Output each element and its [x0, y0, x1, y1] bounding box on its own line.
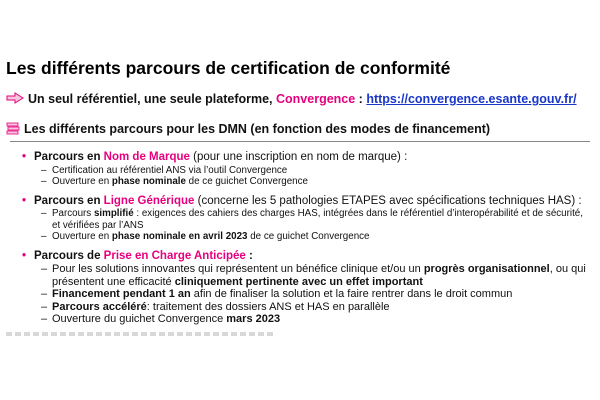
bullet-icon: • — [22, 151, 27, 163]
sub-list — [22, 165, 592, 188]
item-bold: phase nominale en avril 2023 — [111, 231, 248, 242]
sub-list — [22, 208, 592, 243]
item-bold: phase nominale — [111, 176, 186, 187]
dash-icon: – — [41, 300, 48, 313]
parcours-desc: (concerne les 5 pathologies ETAPES avec spécifications techniques HAS) : — [194, 194, 582, 207]
item-bold: simplifié — [93, 208, 134, 219]
parcours-lead: Parcours en — [34, 151, 104, 163]
footer-smudge — [6, 332, 276, 336]
platform-sep: : — [355, 91, 367, 106]
item-text: Ouverture en — [52, 231, 112, 242]
item-text: Certification au référentiel ANS via l’outil Convergence — [52, 164, 288, 176]
item-text: : traitement des dossiers ANS et HAS en parallèle — [146, 300, 390, 313]
item-bold: progrès organisationnel — [423, 263, 550, 275]
list-item — [22, 176, 592, 188]
parcours-ligne-generique — [22, 195, 592, 209]
parcours-prise-en-charge-anticipee — [22, 250, 592, 264]
sub-list — [22, 263, 592, 326]
item-bold: Financement pendant 1 an — [52, 288, 191, 300]
item-text: de ce guichet Convergence — [185, 176, 308, 187]
parcours-lead: Parcours en — [34, 194, 104, 207]
item-text: Pour les solutions innovantes qui représentent un bénéfice clinique et/ou un — [52, 263, 424, 275]
parcours-desc: (pour une inscription en nom de marque) : — [189, 151, 408, 163]
item-bold: Parcours accéléré — [52, 300, 147, 313]
parcours-name: Nom de Marque — [103, 151, 190, 163]
item-text: Parcours — [52, 208, 94, 219]
item-text: Ouverture du guichet Convergence — [52, 313, 227, 325]
list-item — [22, 313, 592, 326]
parcours-desc: : — [245, 249, 253, 262]
platform-prefix: Un seul référentiel, une seule plateforme, — [28, 91, 276, 106]
convergence-link[interactable]: https://convergence.esante.gouv.fr/ — [366, 91, 577, 106]
parcours-name: Ligne Générique — [103, 194, 195, 207]
item-text: , ou qui présentent une efficacité — [52, 263, 586, 288]
dash-icon: – — [41, 231, 47, 242]
bullet-icon: • — [22, 194, 27, 207]
item-text: : exigences des cahiers des charges HAS, intégrées dans le référentiel d’interopérabilité et de sécurité, et vérifiées par l’ANS — [52, 208, 583, 231]
section-heading-text: Les différents parcours pour les DMN (en fonction des modes de financement) — [24, 121, 491, 136]
platform-brand: Convergence — [276, 91, 356, 106]
divider — [10, 141, 590, 142]
item-text: Ouverture en — [52, 176, 112, 187]
bullet-icon: • — [22, 249, 27, 262]
item-bold: cliniquement pertinente avec un effet important — [174, 275, 423, 288]
parcours-list — [22, 149, 592, 326]
section-heading — [6, 121, 490, 138]
stack-icon — [6, 121, 20, 138]
parcours-nom-de-marque — [22, 151, 592, 165]
list-item — [22, 288, 592, 301]
item-text: afin de finaliser la solution et la faire rentrer dans le droit commun — [190, 288, 513, 300]
list-item — [22, 263, 592, 288]
list-item — [22, 208, 592, 231]
parcours-lead: Parcours de — [34, 249, 104, 262]
dash-icon: – — [41, 164, 47, 176]
list-item — [22, 231, 592, 243]
item-text: de ce guichet Convergence — [247, 231, 370, 242]
dash-icon: – — [41, 313, 48, 325]
item-bold: mars 2023 — [226, 313, 281, 325]
platform-line — [6, 91, 577, 108]
hand-pointer-icon — [6, 91, 24, 108]
dash-icon: – — [41, 263, 48, 275]
dash-icon: – — [41, 208, 47, 219]
list-item — [22, 165, 592, 177]
dash-icon: – — [41, 288, 48, 300]
list-item — [22, 301, 592, 314]
dash-icon: – — [41, 176, 47, 187]
slide-title: Les différents parcours de certification de conformité — [6, 58, 451, 78]
parcours-name: Prise en Charge Anticipée — [103, 249, 246, 262]
